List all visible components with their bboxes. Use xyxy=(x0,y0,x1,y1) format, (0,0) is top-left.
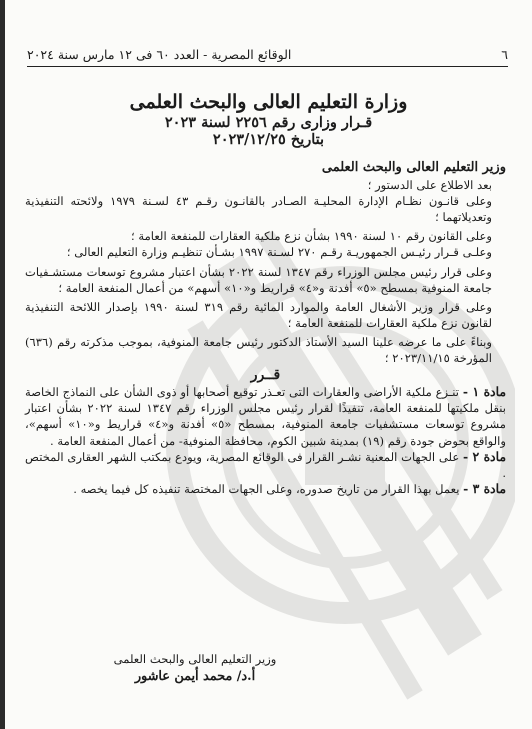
decided-heading: قــرر xyxy=(250,367,281,384)
article-text: يعمل بهذا القرار من تاريخ صدوره، وعلى الجهات المختصة تنفيذه كل فيما يخصه . xyxy=(73,481,460,496)
decree-date: بتاريخ ٢٠٢٣/١٢/٢٥ xyxy=(212,131,325,148)
article-text: على الجهات المعنية نشـر القرار فى الوقائع المصرية، ويودع بمكتب الشهر العقارى المختص . xyxy=(25,449,506,480)
article-label: مادة ١ - xyxy=(462,384,506,400)
article-paragraph xyxy=(25,384,506,448)
article-label: مادة ٣ - xyxy=(463,480,506,496)
page-header xyxy=(27,44,508,64)
decree-number: قـرار وزارى رقم ٢٢٥٦ لسنة ٢٠٢٣ xyxy=(164,114,373,131)
signature-block xyxy=(105,650,285,686)
preamble-paragraph: وعلى قانـون نظـام الإدارة المحليـة الصـادر بالقانـون رقـم ٤٣ لسـنة ١٩٧٩ ولائحته التنفيذية وتعديلاتهما ؛ xyxy=(25,194,492,225)
title-block xyxy=(27,90,510,148)
ministry-title: وزارة التعليم العالى والبحث العلمى xyxy=(129,91,408,113)
article-paragraph xyxy=(25,481,506,497)
article-paragraph xyxy=(25,449,506,481)
preamble-paragraph: وبناءً على ما عرضه علينا السيد الأستاذ الدكتور رئيس جامعة المنوفية، بموجب مذكرته رقم (٦٣٦) المؤرخة ٢٠٢٣/١١/١٥ ؛ xyxy=(25,334,492,366)
publication-info: الوقائع المصرية - العدد ٦٠ فى ١٢ مارس سنة ٢٠٢٤ xyxy=(27,46,292,62)
signatory-title: وزير التعليم العالى والبحث العلمى xyxy=(113,652,277,666)
header-divider xyxy=(27,66,508,67)
decree-body xyxy=(25,160,506,497)
page-number: ٦ xyxy=(501,46,508,62)
signatory-name: أ.د/ محمد أيمن عاشور xyxy=(134,669,256,684)
preamble-paragraph: بعد الاطلاع على الدستور ؛ xyxy=(367,178,492,193)
preamble-paragraph: وعلى القانون رقم ١٠ لسنة ١٩٩٠ بشأن نزع ملكية العقارات للمنفعة العامة ؛ xyxy=(130,229,492,244)
article-label: مادة ٢ - xyxy=(463,448,506,464)
minister-heading: وزير التعليم العالى والبحث العلمى xyxy=(321,160,506,175)
preamble-paragraph: وعلـى قـرار رئيـس الجمهوريـة رقـم ٢٧٠ لسـنة ١٩٩٧ بشـأن تنظيـم وزارة التعليم العالى ؛ xyxy=(66,245,492,260)
preamble-paragraph: وعلى قرار رئيس مجلس الوزراء رقم ١٣٤٧ لسنة ٢٠٢٢ بشأن اعتبار مشروع توسعات مستشـفيات جامعة المنوفية بمسطح «٥» أفدنة و«٤» قراريط و«١٠» أسهم» من أعمال المنفعة العامة ؛ xyxy=(25,264,492,295)
preamble-paragraph: وعلى قرار وزير الأشغال العامة والموارد المائية رقم ٣١٩ لسنة ١٩٩٠ بإصدار اللائحة التنفيذية لقانون نزع ملكية العقارات للمنفعة العامة ؛ xyxy=(25,299,492,330)
article-text: تنـزع ملكية الأراضى والعقارات التى تعـذر توقيع أصحابها أو ذوى الشأن على النماذج الخاصة بنقل ملكيتها للمنفعة العامة، تنفيذًا لقرار رئيس مجلس الوزراء رقم ١٣٤٧ لسنة ٢٠٢٢ بشأن اعتبار مشروع توسعات مستشفيات جامعة المنوفية، بمسطح «٥» أفدنة و«٤» قراريط و«١٠» أسهم»، والواقع بحوض جودة رقم (١٩) بمدينة شبين الكوم، محافظة المنوفية- من أعمال المنفعة العامة . xyxy=(25,385,507,448)
